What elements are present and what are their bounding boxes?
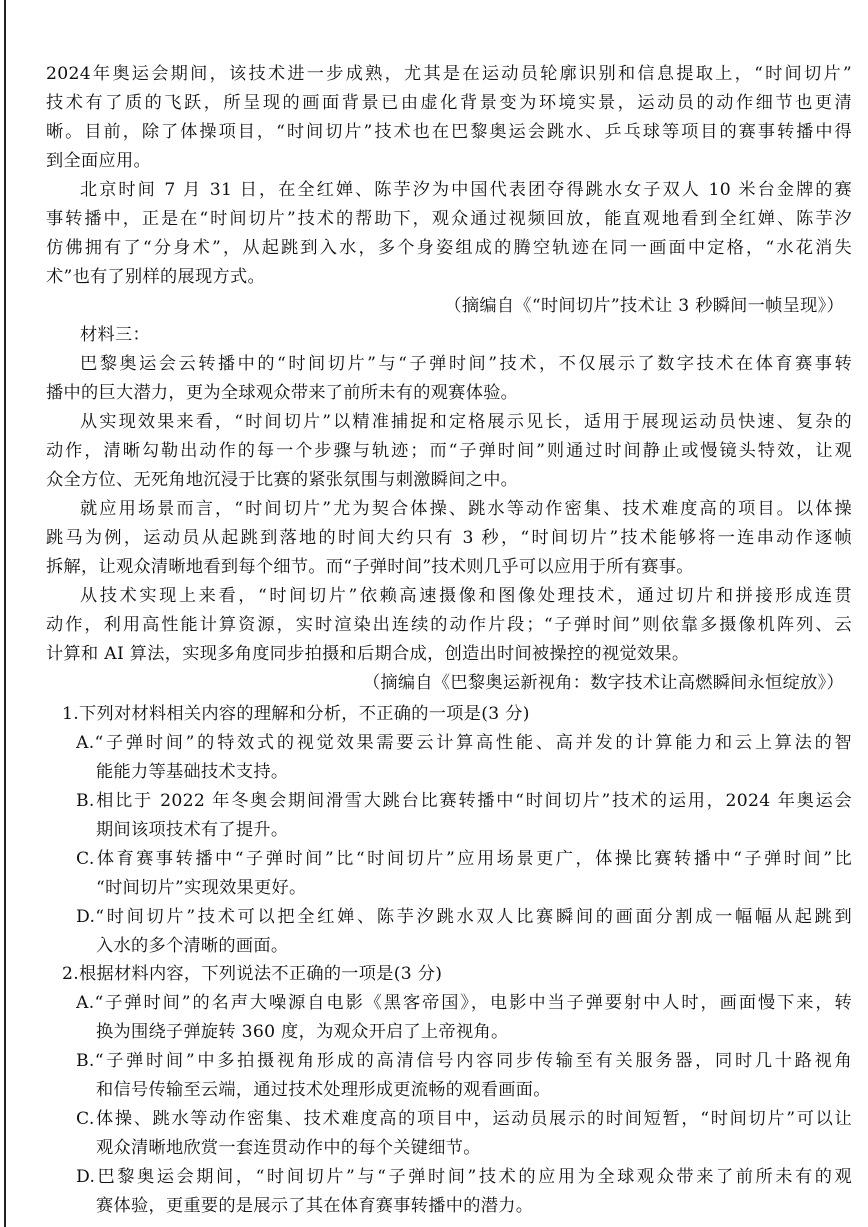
question-1-option-d: [76, 903, 852, 961]
text-line: 从技术实现上来看，“时间切片”依赖高速摄像和图像处理技术，通过切片和拼接形成连贯: [80, 586, 852, 606]
paragraph-4: [46, 408, 852, 495]
heading-text: 材料三：: [80, 325, 150, 345]
text-line: 到全面应用。: [46, 151, 151, 171]
source-citation-1: [46, 292, 852, 321]
option-line: 观众清晰地欣赏一套连贯动作中的每个关键细节。: [96, 1138, 481, 1158]
paragraph-1: [46, 60, 852, 176]
option-line: B.“子弹时间”中多拍摄视角形成的高清信号内容同步传输至有关服务器，同时几十路视角: [76, 1051, 852, 1071]
paragraph-5: [46, 495, 852, 582]
option-line: D.“时间切片”技术可以把全红婵、陈芋汐跳水双人比赛瞬间的画面分割成一幅幅从起跳到: [76, 907, 852, 927]
material-heading: [46, 321, 852, 350]
paragraph-2: [46, 176, 852, 292]
option-line: A.“子弹时间”的特效式的视觉效果需要云计算高性能、高并发的计算能力和云上算法的智: [76, 733, 852, 753]
option-line: 入水的多个清晰的画面。: [96, 936, 289, 956]
text-line: 动作，利用高性能计算资源，实时渲染出连续的动作片段；“子弹时间”则依靠多摄像机阵列、云: [46, 615, 852, 635]
paragraph-6: [46, 582, 852, 669]
question-2: [62, 960, 852, 989]
text-line: 技术有了质的飞跃，所呈现的画面背景已由虚化背景变为环境实景，运动员的动作细节也更清: [46, 93, 852, 113]
question-2-option-a: [76, 989, 852, 1047]
question-1: [62, 700, 852, 729]
question-1-option-c: [76, 845, 852, 903]
question-2-option-d: [76, 1163, 852, 1221]
question-stem: 1.下列对材料相关内容的理解和分析，不正确的一项是(3 分): [62, 704, 530, 724]
option-line: 期间该项技术有了提升。: [96, 820, 289, 840]
citation-text: （摘编自《巴黎奥运新视角：数字技术让高燃瞬间永恒绽放》）: [362, 673, 844, 693]
text-line: 术”也有了别样的展现方式。: [46, 267, 265, 287]
text-line: 2024年奥运会期间，该技术进一步成熟，尤其是在运动员轮廓识别和信息提取上，“时间切片”: [46, 64, 852, 84]
text-line: 就应用场景而言，“时间切片”尤为契合体操、跳水等动作密集、技术难度高的项目。以体操: [80, 499, 852, 519]
option-line: “时间切片”实现效果更好。: [96, 878, 307, 898]
text-line: 播中的巨大潜力，更为全球观众带来了前所未有的观赛体验。: [46, 383, 519, 403]
page-edge-rule: [4, 0, 6, 1227]
paragraph-3: [46, 350, 852, 408]
question-1-option-b: [76, 787, 852, 845]
text-line: 晰。目前，除了体操项目，“时间切片”技术也在巴黎奥运会跳水、乒乓球等项目的赛事转播中得: [46, 122, 852, 142]
option-line: 赛体验，更重要的是展示了其在体育赛事转播中的潜力。: [96, 1196, 534, 1216]
option-line: A.“子弹时间”的名声大噪源自电影《黑客帝国》，电影中当子弹要射中人时，画面慢下来，转: [76, 993, 852, 1013]
text-line: 拆解，让观众清晰地看到每个细节。而“子弹时间”技术则几乎可以应用于所有赛事。: [46, 557, 694, 577]
option-line: B.相比于 2022 年冬奥会期间滑雪大跳台比赛转播中“时间切片”技术的运用，2024 年奥运会: [76, 791, 852, 811]
text-line: 仿佛拥有了“分身术”，从起跳到入水，多个身姿组成的腾空轨迹在同一画面中定格，“水花消失: [46, 238, 852, 258]
text-line: 计算和 AI 算法，实现多角度同步拍摄和后期合成，创造出时间被操控的视觉效果。: [46, 644, 690, 664]
text-line: 北京时间 7 月 31 日，在全红婵、陈芋汐为中国代表团夺得跳水女子双人 10 米台金牌的赛: [80, 180, 852, 200]
text-line: 巴黎奥运会云转播中的“时间切片”与“子弹时间”技术，不仅展示了数字技术在体育赛事转: [80, 354, 852, 374]
option-line: 和信号传输至云端，通过技术处理形成更流畅的观看画面。: [96, 1080, 551, 1100]
question-1-option-a: [76, 729, 852, 787]
option-line: C.体操、跳水等动作密集、技术难度高的项目中，运动员展示的时间短暂，“时间切片”可以让: [76, 1109, 852, 1129]
option-line: 换为围绕子弹旋转 360 度，为观众开启了上帝视角。: [96, 1022, 509, 1042]
text-line: 事转播中，正是在“时间切片”技术的帮助下，观众通过视频回放，能直观地看到全红婵、陈芋汐: [46, 209, 852, 229]
source-citation-2: [46, 669, 852, 698]
question-2-option-c: [76, 1105, 852, 1163]
text-line: 从实现效果来看，“时间切片”以精准捕捉和定格展示见长，适用于展现运动员快速、复杂的: [80, 412, 852, 432]
text-line: 跳马为例，运动员从起跳到落地的时间大约只有 3 秒，“时间切片”技术能够将一连串动作逐帧: [46, 528, 852, 548]
text-line: 众全方位、无死角地沉浸于比赛的紧张氛围与刺激瞬间之中。: [46, 470, 519, 490]
question-2-option-b: [76, 1047, 852, 1105]
question-stem: 2.根据材料内容，下列说法不正确的一项是(3 分): [62, 964, 443, 984]
citation-text: （摘编自《“时间切片”技术让 3 秒瞬间一帧呈现》）: [444, 296, 844, 316]
text-line: 动作，清晰勾勒出动作的每一个步骤与轨迹；而“子弹时间”则通过时间静止或慢镜头特效，让观: [46, 441, 852, 461]
option-line: C.体育赛事转播中“子弹时间”比“时间切片”应用场景更广，体操比赛转播中“子弹时间”比: [76, 849, 852, 869]
option-line: 能能力等基础技术支持。: [96, 762, 289, 782]
option-line: D.巴黎奥运会期间，“时间切片”与“子弹时间”技术的应用为全球观众带来了前所未有的观: [76, 1167, 852, 1187]
